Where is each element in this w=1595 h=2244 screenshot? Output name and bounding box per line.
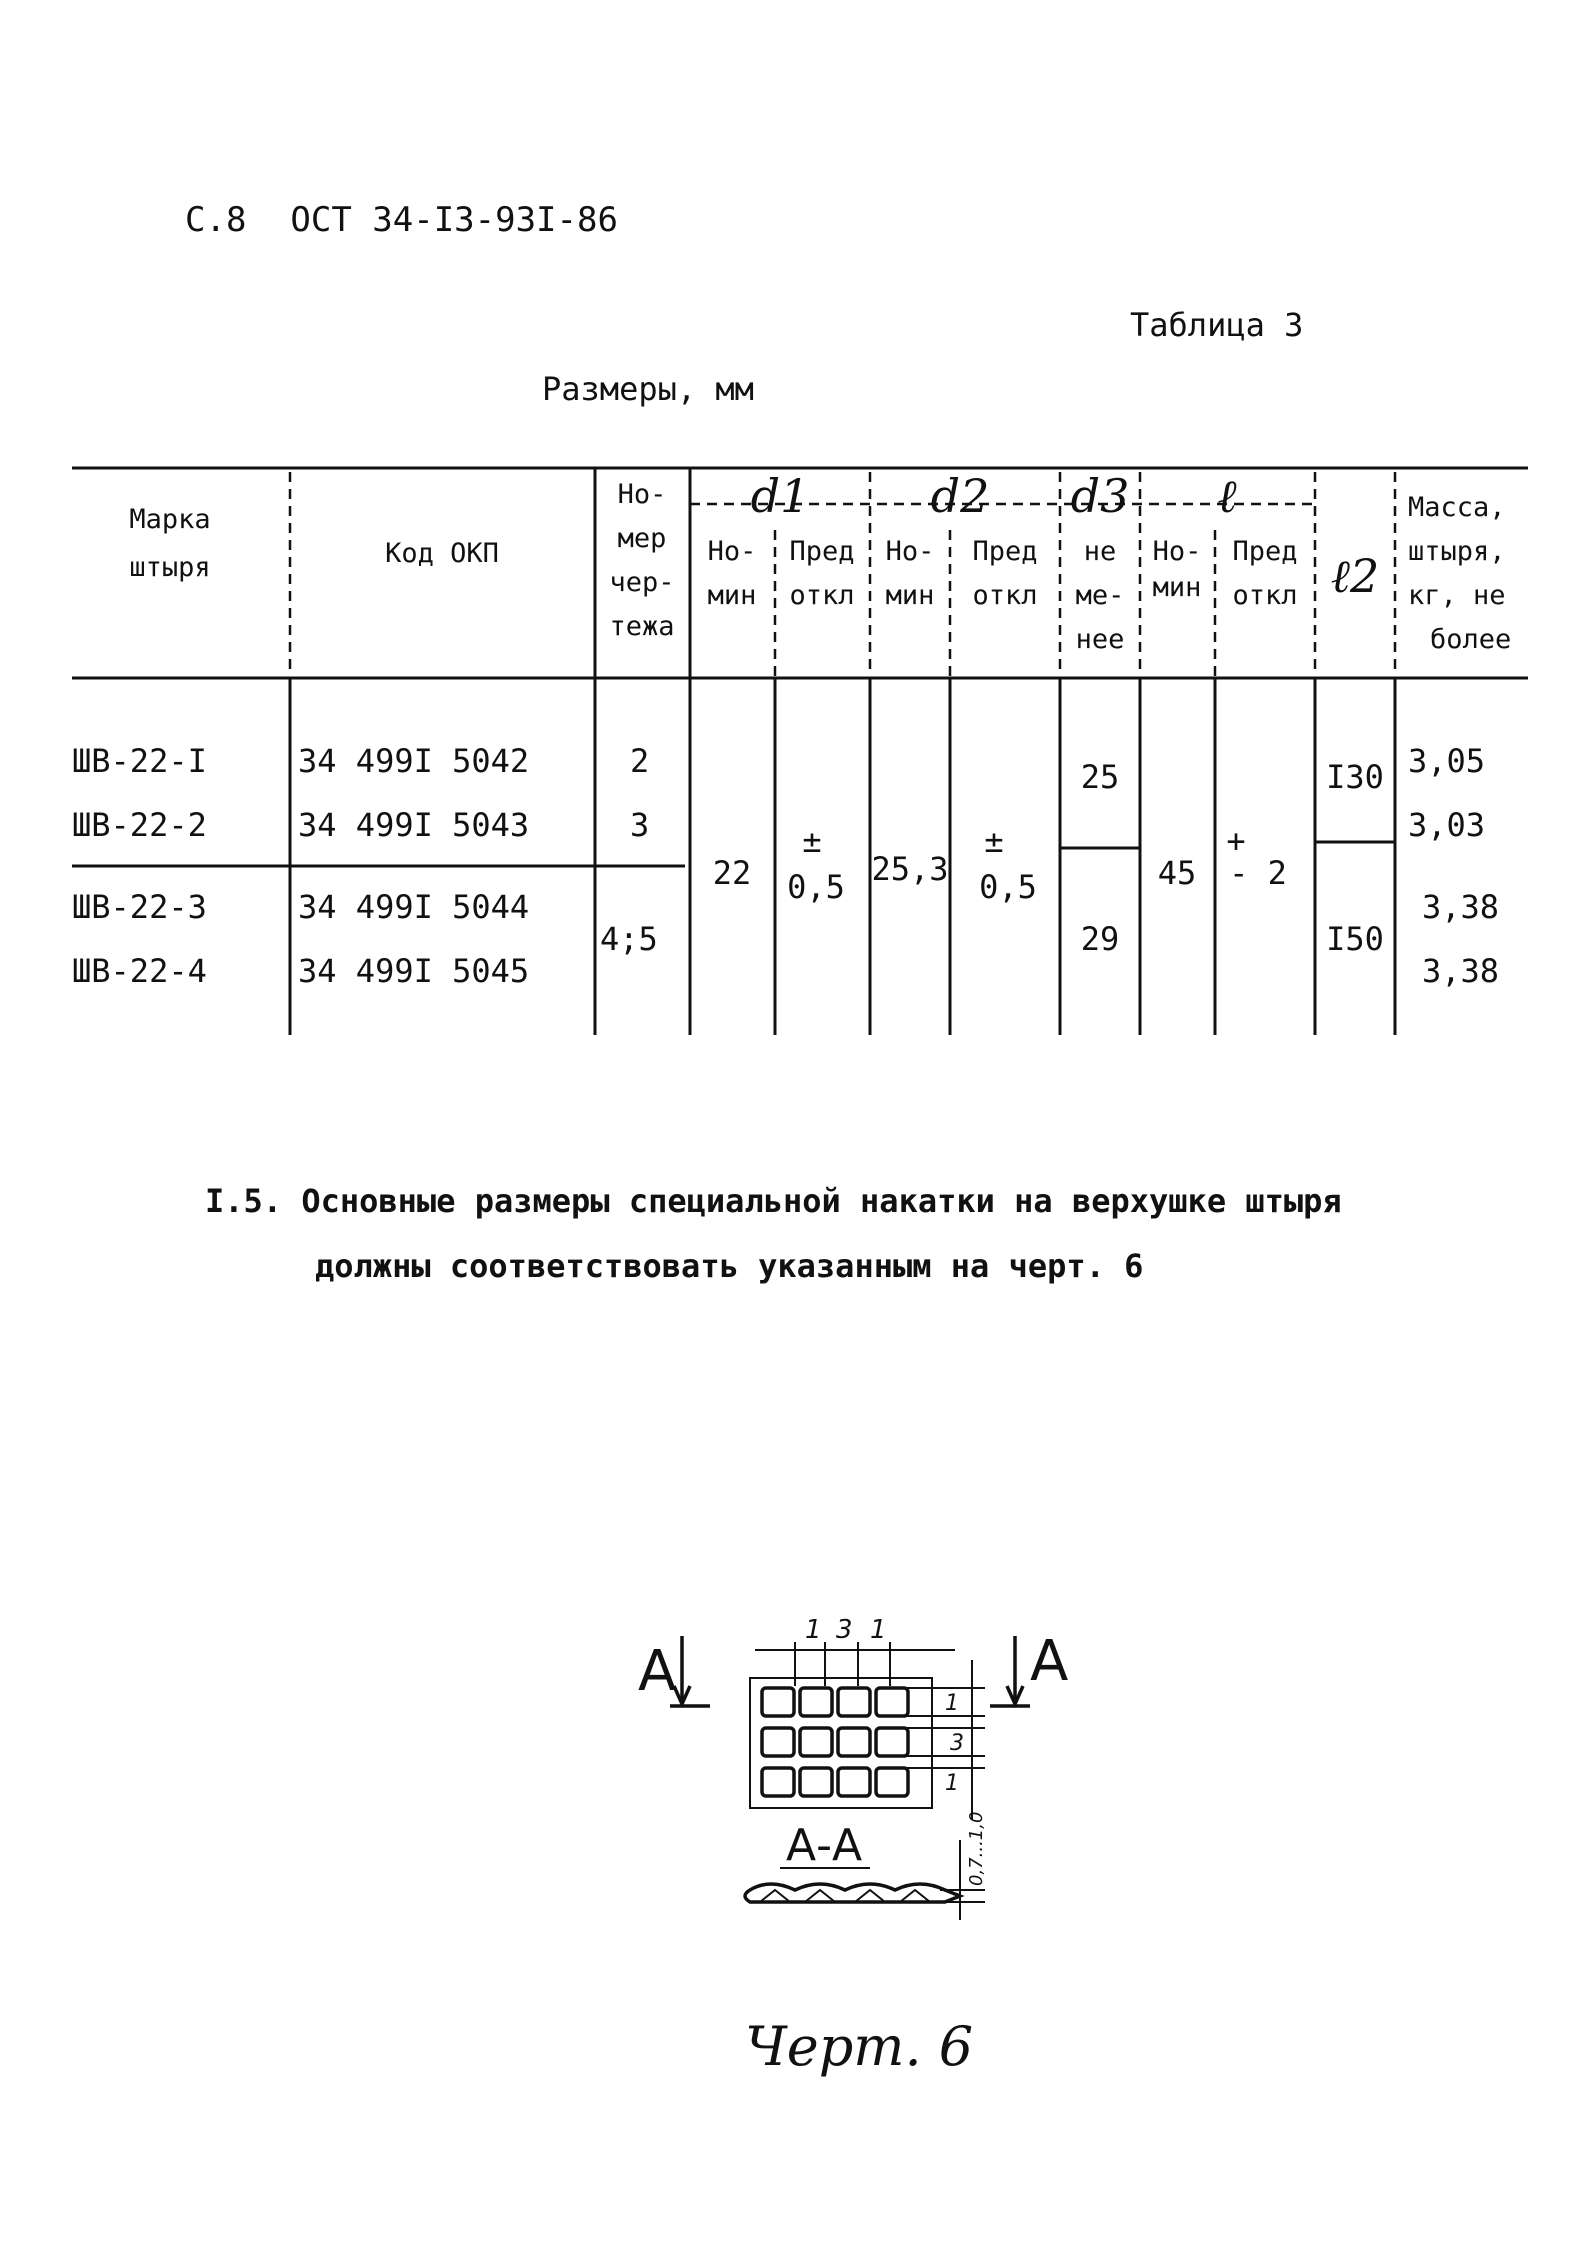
table-row [72, 742, 1485, 780]
dim-depth: 0,7...1,0 [966, 1811, 987, 1886]
dim-top-1: 1 [805, 1615, 822, 1645]
dim-top-3: 3 [836, 1615, 853, 1645]
d3-value-a: 25 [1080, 758, 1120, 796]
table-row [72, 952, 1499, 990]
header-l2: ℓ2 [1330, 549, 1380, 603]
header-d3-min-2: ме- [1075, 580, 1125, 611]
d2-dev-value: 0,5 [979, 868, 1037, 906]
table-row [72, 888, 1499, 926]
header-drawing-3: чер- [609, 567, 675, 598]
d2-nom-value: 25,3 [871, 850, 949, 888]
row4-code: 34 499I 5045 [298, 952, 530, 990]
row1-drawing: 2 [630, 742, 650, 780]
dim-side-1b: 1 [945, 1771, 959, 1796]
standard-code: ОСТ 34-I3-93I-86 [290, 200, 618, 240]
section-mark-right: A [1030, 1629, 1069, 1694]
page-number: С.8 [185, 200, 247, 240]
header-mass-1: Масса, [1408, 492, 1506, 523]
row1-mass: 3,05 [1408, 742, 1486, 780]
d3-value-b: 29 [1080, 920, 1120, 958]
table-caption: Таблица 3 [1130, 306, 1304, 344]
d1-dev-sign: ± [802, 822, 822, 860]
row3-mass: 3,38 [1422, 888, 1500, 926]
header-mark-2: штыря [129, 552, 211, 583]
d1-dev-value: 0,5 [787, 868, 845, 906]
knurling-drawing [600, 1590, 1120, 1970]
row4-mass: 3,38 [1422, 952, 1500, 990]
paragraph-line-1: I.5. Основные размеры специальной накатки на верхушке штыря [205, 1182, 1342, 1220]
header-code: Код ОКП [385, 538, 499, 569]
row2-code: 34 499I 5043 [298, 806, 530, 844]
dimensions-table [0, 0, 1595, 1060]
table-row [72, 806, 1485, 844]
row1-mark: ШВ-22-I [72, 742, 207, 780]
header-d2: d2 [930, 469, 990, 523]
header-drawing-2: мер [617, 523, 667, 554]
header-d1-nom-2: мин [707, 580, 757, 611]
row2-drawing: 3 [630, 806, 650, 844]
dim-side-1: 1 [945, 1691, 959, 1716]
row3-code: 34 499I 5044 [298, 888, 530, 926]
dim-top-1b: 1 [870, 1615, 887, 1645]
row3-mark: ШВ-22-3 [72, 888, 207, 926]
d1-nom-value: 22 [712, 854, 752, 892]
header-mass-4: более [1430, 624, 1512, 655]
knurl-block [750, 1678, 932, 1808]
table-units: Размеры, мм [542, 370, 754, 408]
d2-dev-sign: ± [984, 822, 1004, 860]
l-dev-sign: + [1226, 822, 1246, 860]
row2-mark: ШВ-22-2 [72, 806, 207, 844]
header-drawing-1: Но- [617, 479, 667, 510]
header-d3-min-3: нее [1075, 624, 1125, 655]
l-dev-value: - 2 [1229, 854, 1287, 892]
header-d1-dev-1: Пред [789, 536, 855, 567]
knurl-cells [762, 1688, 908, 1796]
header-l-dev-1: Пред [1232, 536, 1298, 567]
header-l: ℓ [1217, 469, 1237, 523]
row2-mass: 3,03 [1408, 806, 1486, 844]
header-d3: d3 [1070, 469, 1130, 523]
header-drawing-4: тежа [609, 611, 675, 642]
header-l-nom-1: Но- [1152, 536, 1202, 567]
header-mass-3: кг, не [1408, 580, 1506, 611]
header-d2-nom-1: Но- [885, 536, 935, 567]
header-d2-nom-2: мин [885, 580, 935, 611]
header-d1: d1 [750, 469, 810, 523]
header-d1-nom-1: Но- [707, 536, 757, 567]
dim-side-3: 3 [950, 1731, 964, 1756]
row1-code: 34 499I 5042 [298, 742, 530, 780]
header-d2-dev-1: Пред [972, 536, 1038, 567]
header-d3-min-1: не [1083, 536, 1117, 567]
header-l-nom-2: мин [1152, 572, 1202, 603]
header-d1-dev-2: откл [789, 580, 855, 611]
header-l-dev-2: откл [1232, 580, 1298, 611]
header-d2-dev-2: откл [972, 580, 1038, 611]
l2-value-a: I30 [1326, 758, 1384, 796]
header-mass-2: штыря, [1408, 536, 1506, 567]
header-mark-1: Марка [129, 504, 211, 535]
l2-value-b: I50 [1326, 920, 1384, 958]
row4-mark: ШВ-22-4 [72, 952, 207, 990]
section-label: А-А [786, 1820, 863, 1871]
l-nom-value: 45 [1157, 854, 1197, 892]
drawing-merged-34: 4;5 [600, 920, 658, 958]
section-mark-left: A [638, 1639, 677, 1704]
figure-caption: Черт. 6 [745, 2015, 974, 2078]
paragraph-line-2: должны соответствовать указанным на черт. 6 [315, 1247, 1144, 1285]
